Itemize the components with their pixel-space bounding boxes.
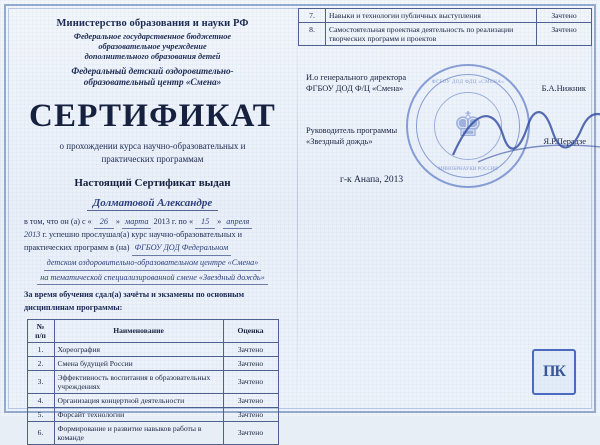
disciplines-table bbox=[27, 319, 279, 445]
program-head-role-line1: Руководитель программы bbox=[306, 125, 398, 135]
row-discipline: Формирование и развитие навыков работы в команде bbox=[54, 421, 223, 444]
director-role bbox=[306, 72, 406, 95]
double-eagle-icon: ♚ bbox=[452, 107, 484, 144]
certificate-body bbox=[8, 211, 297, 286]
right-page bbox=[298, 8, 592, 409]
director-role-line1: И.о генерального директора bbox=[306, 73, 407, 82]
organization-type-line3: дополнительного образования детей bbox=[84, 51, 221, 61]
row-mark: Зачтено bbox=[537, 9, 592, 23]
column-header-mark: Оценка bbox=[223, 319, 278, 342]
row-discipline: Организация концертной деятельности bbox=[54, 393, 223, 407]
program-org-line3: на тематической специализированной смене «Звездный дождь» bbox=[37, 272, 267, 286]
program-org-line2: детском оздоровительно-образовательном центре «Смена» bbox=[44, 257, 262, 271]
table-row bbox=[27, 342, 278, 356]
document-header bbox=[8, 8, 297, 88]
row-number: 1. bbox=[27, 342, 54, 356]
row-number: 5. bbox=[27, 407, 54, 421]
director-role-line2: ФГБОУ ДОД Ф/Ц «Смена» bbox=[306, 84, 404, 94]
disciplines-heading-line1: За время обучения сдал(а) зачёты и экзамены по основным bbox=[24, 290, 245, 300]
body-prefix: в том, что он (а) с « bbox=[24, 216, 92, 226]
organization-name-line2: образовательный центр «Смена» bbox=[83, 77, 222, 88]
row-number: 2. bbox=[27, 356, 54, 370]
row-discipline: Навыки и технологии публичных выступления bbox=[326, 9, 537, 23]
row-mark: Зачтено bbox=[223, 393, 278, 407]
document-subtitle-line1: о прохождении курса научно-образовательных и bbox=[59, 141, 246, 152]
ministry-name: Министерство образования и науки РФ bbox=[56, 18, 249, 29]
recipient-name: Долматовой Александре bbox=[87, 197, 219, 211]
program-org-line1: ФГБОУ ДОД Федеральном bbox=[132, 242, 232, 256]
row-mark: Зачтено bbox=[223, 342, 278, 356]
row-number: 8. bbox=[299, 23, 326, 46]
table-row bbox=[27, 407, 278, 421]
document-subtitle bbox=[8, 140, 297, 164]
director-name: Б.А.Нижник bbox=[541, 84, 586, 94]
column-header-name: Наименование bbox=[54, 319, 223, 342]
row-mark: Зачтено bbox=[223, 421, 278, 444]
row-mark: Зачтено bbox=[223, 370, 278, 393]
body-mid3: » bbox=[217, 216, 222, 226]
recipient-line bbox=[8, 193, 297, 211]
program-head-name: Я.Р.Перадзе bbox=[543, 137, 586, 147]
row-number: 4. bbox=[27, 393, 54, 407]
document-subtitle-line2: практических программам bbox=[101, 153, 204, 164]
day-from-value: 26 bbox=[94, 216, 114, 230]
disciplines-table-continued bbox=[298, 8, 592, 46]
table-header-row bbox=[27, 319, 278, 342]
body-line3: практических программ в (на) bbox=[24, 243, 130, 253]
row-mark: Зачтено bbox=[537, 23, 592, 46]
row-discipline: Самостоятельная проектная деятельность по реализации творческих программ и проектов bbox=[326, 23, 537, 46]
logo-text: ПК bbox=[542, 363, 566, 380]
organization-type bbox=[26, 32, 279, 61]
organization-type-line1: Федеральное государственное бюджетное bbox=[73, 32, 232, 41]
issued-label: Настоящий Сертификат выдан bbox=[74, 176, 231, 189]
stamp-bottom-text: МИНОБРНАУКИ РОССИИ bbox=[438, 167, 498, 172]
table-row bbox=[299, 9, 592, 23]
row-discipline: Смена будущей России bbox=[54, 356, 223, 370]
signatures-block bbox=[298, 72, 592, 185]
page-title: СЕРТИФИКАТ bbox=[29, 98, 276, 135]
table-row bbox=[27, 421, 278, 444]
row-number: 3. bbox=[27, 370, 54, 393]
row-mark: Зачтено bbox=[223, 407, 278, 421]
organization-name bbox=[26, 66, 279, 88]
row-discipline: Форсайт технологии bbox=[54, 407, 223, 421]
column-header-number: № п/п bbox=[27, 319, 54, 342]
disciplines-heading-line2: дисциплинам программы: bbox=[24, 302, 123, 312]
stamp-top-text: ФГБОУ ДОД ФДЦ «СМЕНА» bbox=[431, 80, 505, 85]
organization-type-line2: образовательное учреждение bbox=[98, 41, 207, 51]
center-logo-icon bbox=[532, 349, 576, 395]
organization-name-line1: Федеральный детский оздоровительно- bbox=[71, 66, 234, 77]
table-row bbox=[299, 23, 592, 46]
year-value: 2013 bbox=[24, 230, 41, 240]
day-to-value: 15 bbox=[195, 216, 215, 230]
left-page bbox=[8, 8, 297, 442]
row-number: 6. bbox=[27, 421, 54, 444]
table-row bbox=[27, 393, 278, 407]
body-mid1: » bbox=[115, 216, 120, 226]
place-and-date: г-к Анапа, 2013 bbox=[340, 175, 404, 186]
disciplines-heading bbox=[8, 285, 297, 314]
program-head-role bbox=[306, 125, 397, 148]
month-from-value: марта bbox=[122, 216, 151, 230]
row-discipline: Эффективность воспитания в образовательных учреждениях bbox=[54, 370, 223, 393]
program-head-role-line2: «Звездный дождь» bbox=[306, 137, 373, 147]
official-stamp-icon bbox=[406, 64, 530, 188]
row-mark: Зачтено bbox=[223, 356, 278, 370]
table-row bbox=[27, 370, 278, 393]
body-mid2: 2013 г. по « bbox=[153, 216, 194, 226]
body-line2: г. успешно прослушал(а) курс научно-образовательных и bbox=[42, 230, 242, 240]
table-row bbox=[27, 356, 278, 370]
month-to-value: апреля bbox=[223, 216, 252, 230]
row-number: 7. bbox=[299, 9, 326, 23]
row-discipline: Хореография bbox=[54, 342, 223, 356]
